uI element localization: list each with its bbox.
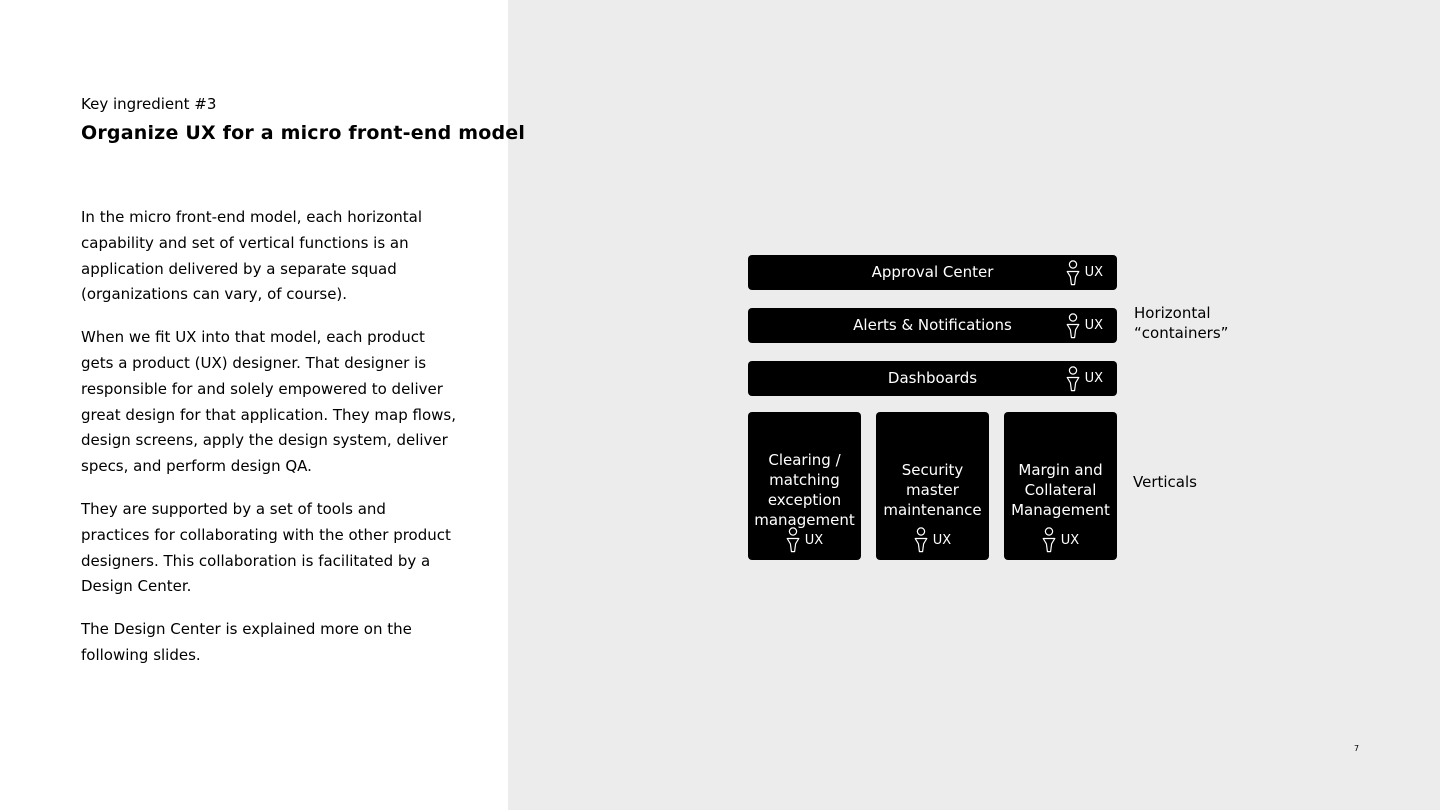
ux-label: UX — [1060, 532, 1080, 548]
vertical-label: Margin and Collateral Management — [1011, 461, 1110, 519]
vertical-label: Clearing / matching exception management — [754, 451, 855, 529]
person-icon — [1042, 527, 1056, 553]
person-icon — [786, 527, 800, 553]
vertical-clearing-matching — [748, 412, 861, 560]
eyebrow-label: Key ingredient #3 — [81, 95, 217, 113]
person-icon — [914, 527, 928, 553]
ux-designer-tag — [748, 526, 861, 554]
ux-designer-tag — [1066, 312, 1103, 339]
ux-label: UX — [1084, 371, 1103, 386]
person-icon — [1066, 366, 1080, 392]
ux-label: UX — [1084, 265, 1103, 280]
person-icon — [1066, 260, 1080, 286]
body-paragraph: They are supported by a set of tools and practices for collaborating with the other product designers. This collaboration is facilitated by a Design Center. — [81, 499, 451, 596]
ux-designer-tag — [1066, 259, 1103, 286]
ux-label: UX — [932, 532, 952, 548]
vertical-label: Security master maintenance — [883, 461, 982, 519]
vertical-security-master — [876, 412, 989, 560]
container-label: Dashboards — [887, 369, 978, 387]
ux-designer-tag — [876, 526, 989, 554]
horizontal-container-dashboards — [748, 361, 1117, 396]
ux-designer-tag — [1066, 365, 1103, 392]
container-label: Approval Center — [871, 263, 994, 281]
verticals-label: Verticals — [1133, 473, 1197, 491]
diagram-panel — [508, 0, 1440, 810]
ux-designer-tag — [1004, 526, 1117, 554]
horizontal-container-alerts-notifications — [748, 308, 1117, 343]
person-icon — [1066, 313, 1080, 339]
container-label: Alerts & Notifications — [853, 316, 1012, 334]
vertical-margin-collateral — [1004, 412, 1117, 560]
ux-label: UX — [804, 532, 824, 548]
ux-label: UX — [1084, 318, 1103, 333]
body-paragraph: In the micro front-end model, each horizontal capability and set of vertical functions is an application delivered by a separate squad (organizations can vary, of course). — [81, 208, 423, 304]
horizontal-container-approval-center — [748, 255, 1117, 290]
body-paragraph: The Design Center is explained more on the following slides. — [81, 620, 412, 664]
page-number: 7 — [1354, 744, 1360, 753]
horizontal-containers-label: Horizontal “containers” — [1134, 304, 1229, 342]
slide-title: Organize UX for a micro front-end model — [81, 122, 526, 144]
body-text — [81, 205, 456, 686]
body-paragraph: When we fit UX into that model, each product gets a product (UX) designer. That designer is responsible for and solely empowered to deliver great design for that application. They map flows, design screens, apply the design system, deliver specs, and perform design QA. — [81, 328, 456, 476]
